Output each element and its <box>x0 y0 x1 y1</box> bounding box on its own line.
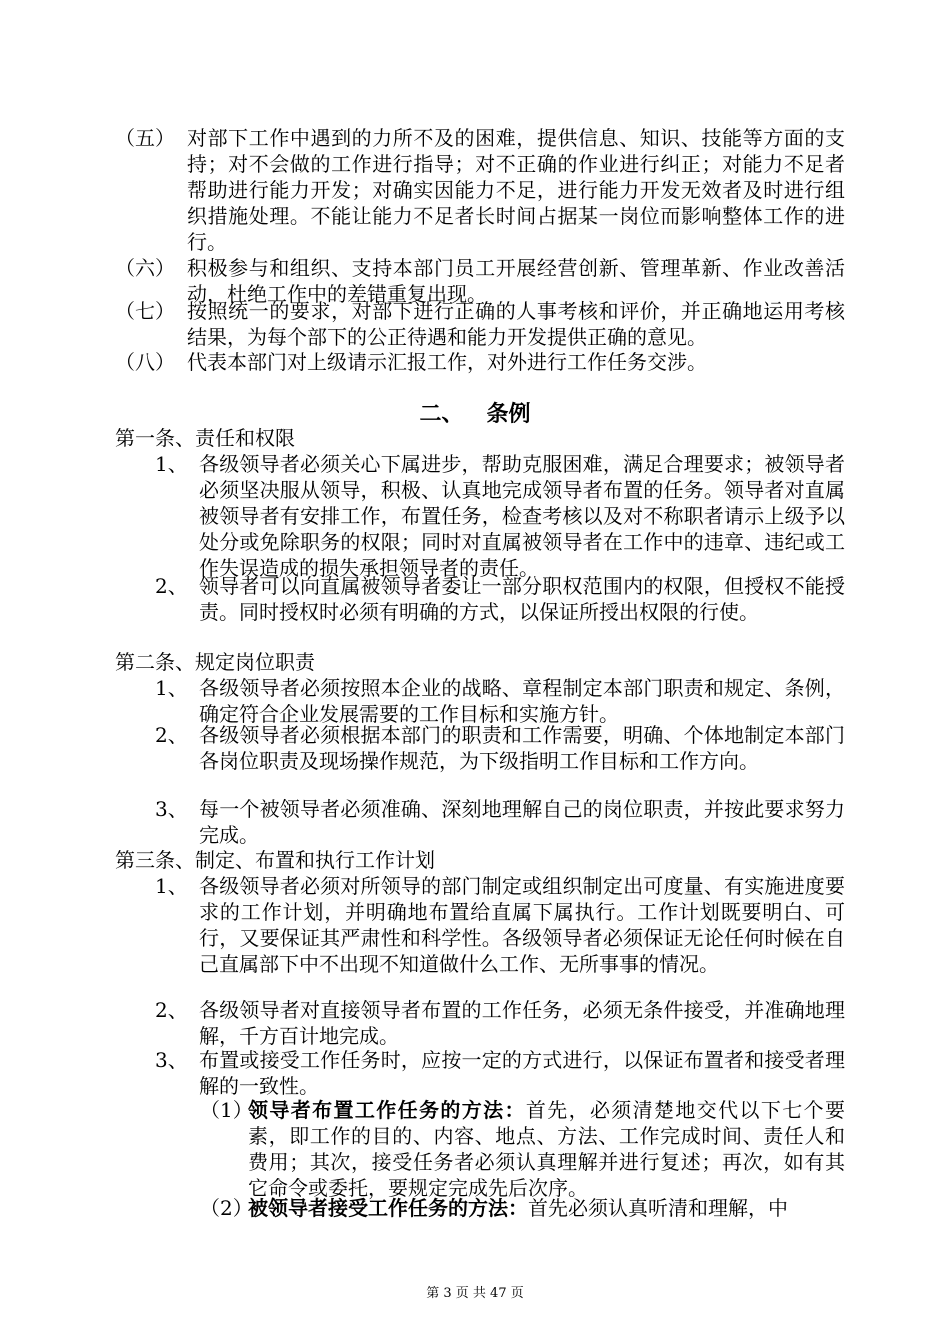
duty-item-8 <box>115 349 845 375</box>
duty-text: 对部下工作中遇到的力所不及的困难，提供信息、知识、技能等方面的支持；对不会做的工作进行指导；对不正确的作业进行纠正；对能力不足者帮助进行能力开发；对确实因能力不足，进行能力开发无效者及时进行组织措施处理。不能让能力不足者长时间占据某一岗位而影响整体工作的进行。 <box>187 126 845 254</box>
article-3-item-3 <box>155 1047 845 1099</box>
item-text: 各级领导者必须对所领导的部门制定或组织制定出可度量、有实施进度要求的工作计划，并明确地布置给直属下属执行。工作计划既要明白、可行，又要保证其严肃性和科学性。各级领导者必须保证无论任何时候在自己直属部下中不出现不知道做什么工作、无所事事的情况。 <box>199 874 845 976</box>
duty-item-7 <box>115 298 845 350</box>
duty-text: 积极参与和组织、支持本部门员工开展经营创新、管理革新、作业改善活动，杜绝工作中的差错重复出现。 <box>187 256 845 306</box>
article-2-item-2 <box>155 722 845 774</box>
article-3-subitem-1 <box>200 1097 845 1201</box>
duty-text: 按照统一的要求，对部下进行正确的人事考核和评价，并正确地运用考核结果，为每个部下的公正待遇和能力开发提供正确的意见。 <box>187 299 845 349</box>
item-text: 各级领导者必须按照本企业的战略、章程制定本部门职责和规定、条例，确定符合企业发展需要的工作目标和实施方针。 <box>199 676 845 726</box>
duty-number: （八） <box>115 350 175 374</box>
item-text: 领导者可以向直属被领导者委让一部分职权范围内的权限，但授权不能授责。同时授权时必须有明确的方式，以保证所授出权限的行使。 <box>199 574 845 624</box>
article-2-item-3 <box>155 796 845 848</box>
article-2-item-1 <box>155 675 845 727</box>
duty-item-5 <box>115 125 845 255</box>
article-3-item-1 <box>155 873 845 977</box>
subitem-heading: 领导者布置工作任务的方法： <box>248 1098 526 1122</box>
article-1-item-1 <box>155 451 845 581</box>
article-2-title: 第二条、规定岗位职责 <box>115 650 315 674</box>
item-number: 3、 <box>155 797 188 821</box>
page-footer: 第 3 页 共 47 页 <box>426 1286 524 1301</box>
duty-number: （七） <box>115 299 175 323</box>
item-number: 3、 <box>155 1048 188 1072</box>
item-number: 2、 <box>155 998 188 1022</box>
subitem-heading: 被领导者接受工作任务的方法： <box>248 1196 528 1220</box>
item-text: 每一个被领导者必须准确、深刻地理解自己的岗位职责，并按此要求努力完成。 <box>199 797 845 847</box>
subitem-text: 首先必须认真听清和理解，中 <box>528 1196 788 1220</box>
subitem-text: 首先，必须清楚地交代以下七个要素，即工作的目的、内容、地点、方法、工作完成时间、责任人和费用；其次，接受任务者必须认真理解并进行复述；再次，如有其它命令或委托，要规定完成先后次序。 <box>248 1098 846 1200</box>
duty-text: 代表本部门对上级请示汇报工作，对外进行工作任务交涉。 <box>187 350 707 374</box>
item-text: 各级领导者必须根据本部门的职责和工作需要，明确、个体地制定本部门各岗位职责及现场操作规范，为下级指明工作目标和工作方向。 <box>199 723 845 773</box>
subitem-body <box>248 1097 845 1201</box>
item-text: 布置或接受工作任务时，应按一定的方式进行，以保证布置者和接受者理解的一致性。 <box>199 1048 845 1098</box>
item-number: 2、 <box>155 574 188 598</box>
item-number: 1、 <box>155 452 188 476</box>
subitem-number: （2） <box>200 1196 253 1220</box>
article-3-subitem-2 <box>200 1195 845 1221</box>
duty-number: （五） <box>115 126 175 150</box>
article-1-title: 第一条、责任和权限 <box>115 426 295 450</box>
item-number: 1、 <box>155 874 188 898</box>
item-number: 1、 <box>155 676 188 700</box>
article-1-item-2 <box>155 573 845 625</box>
section-title: 二、 条例 <box>419 401 531 427</box>
item-number: 2、 <box>155 723 188 747</box>
article-3-title: 第三条、制定、布置和执行工作计划 <box>115 848 435 872</box>
duty-number: （六） <box>115 256 175 280</box>
subitem-number: （1） <box>200 1098 253 1122</box>
subitem-body <box>248 1195 845 1221</box>
item-text: 各级领导者对直接领导者布置的工作任务，必须无条件接受，并准确地理解，千方百计地完成。 <box>199 998 845 1048</box>
item-text: 各级领导者必须关心下属进步，帮助克服困难，满足合理要求；被领导者必须坚决服从领导，积极、认真地完成领导者布置的任务。领导者对直属被领导者有安排工作，布置任务，检查考核以及对不称职者请示上级予以处分或免除职务的权限；同时对直属被领导者在工作中的违章、违纪或工作失误造成的损失承担领导者的责任。 <box>199 452 845 580</box>
article-3-item-2 <box>155 997 845 1049</box>
